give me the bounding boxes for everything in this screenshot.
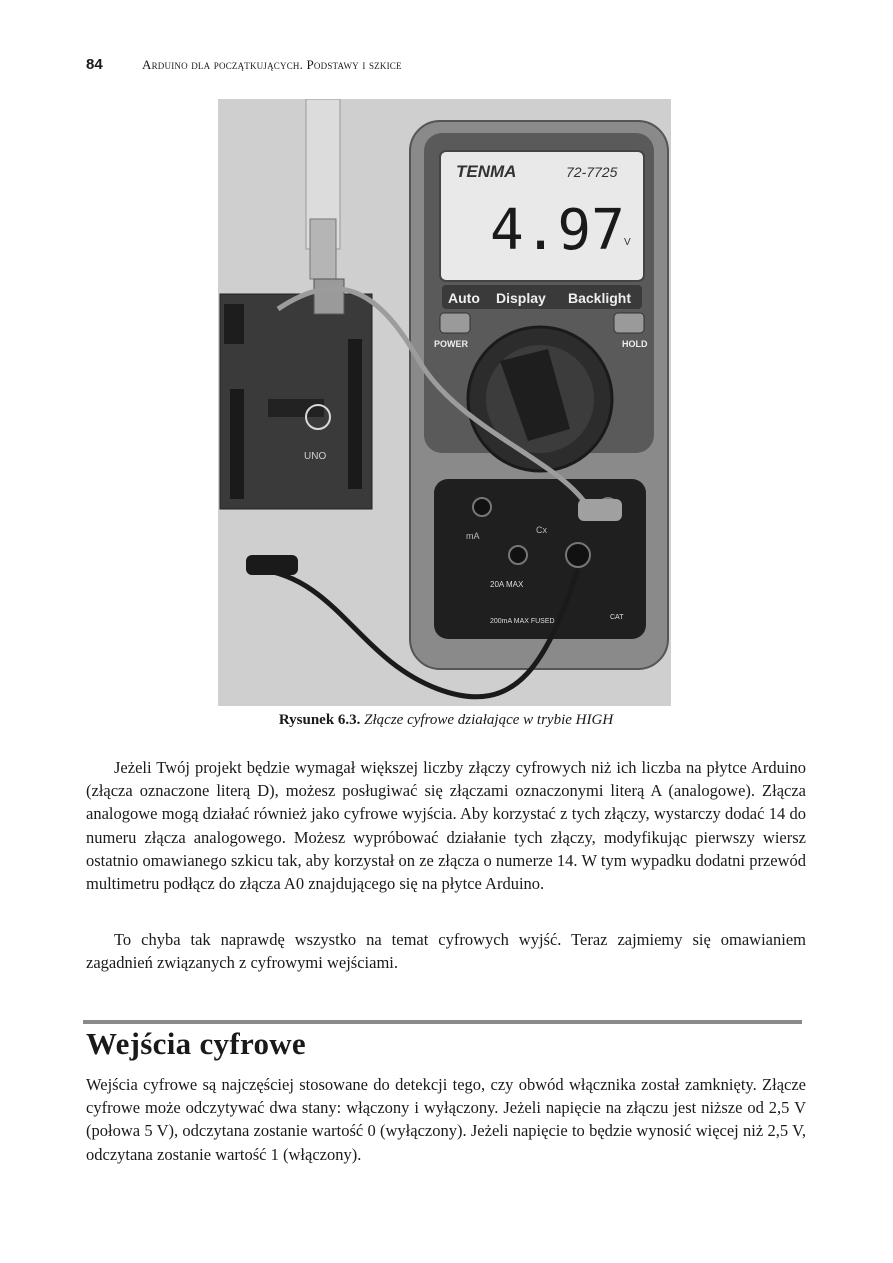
multimeter-brand: TENMA (456, 162, 517, 181)
jack-label-cx: Cx (536, 525, 547, 535)
multimeter-model: 72-7725 (566, 164, 618, 180)
power-label: POWER (434, 339, 469, 349)
running-title: Arduino dla początkujących. Podstawy i szkice (142, 57, 402, 72)
display-reading: 4.97 (490, 198, 625, 263)
board-logo: UNO (304, 451, 327, 462)
auto-button-label: Auto (448, 290, 480, 306)
display-unit: V (624, 237, 631, 248)
figure-caption (86, 712, 806, 729)
jack-label-20a: 20A MAX (490, 580, 524, 589)
caption-text: Złącze cyfrowe działające w trybie HIGH (364, 712, 614, 728)
backlight-button-label: Backlight (568, 290, 632, 306)
paragraph-3: Wejścia cyfrowe są najczęściej stosowane do detekcji tego, czy obwód włącznika został zamknięty. Złącze cyfrowe może odczytywać dwa stany: włączony i wyłączony. Jeżeli napięcie na złączu jest niższe od 2,5 V (połowa 5 V), odczytana zostanie wartość 0 (wyłączony). Jeżeli napięcie to będzie wynosić więcej niż 2,5 V, odczytana zostanie wartość 1 (włączony). (86, 1075, 806, 1164)
page-header (86, 56, 806, 78)
arduino-board (220, 279, 372, 509)
jack-label-ma: mA (466, 531, 480, 541)
hold-label: HOLD (622, 339, 648, 349)
jack-label-cat: CAT (610, 614, 624, 621)
multimeter-photo (218, 99, 671, 706)
caption-label: Rysunek 6.3. (278, 712, 361, 728)
paragraph-1: Jeżeli Twój projekt będzie wymagał większej liczby złączy cyfrowych niż ich liczba na płytce Arduino (złącza oznaczone literą D), możesz posługiwać się złączami oznaczonymi literą A (analogowe). Złącza analogowe mogą działać również jako cyfrowe wyjścia. Aby korzystać z tych złączy, wystarczy dodać 14 do numeru złącza analogowego. Możesz wypróbować działanie tych złączy, modyfikując pierwszy wiersz ostatnio omawianego szkicu tak, aby korzystał on ze złącza o numerze 14. W tym wypadku dodatni przewód multimetru podłącz do złącza A0 znajdującego się na płytce Arduino. (86, 758, 806, 894)
figure-photo (218, 99, 671, 706)
section-title: Wejścia cyfrowe (86, 1026, 306, 1061)
section-divider (83, 1020, 802, 1024)
page-number: 84 (86, 56, 103, 73)
jack-label-fused: 200mA MAX FUSED (490, 618, 555, 625)
display-button-label: Display (496, 290, 546, 306)
paragraph-2: To chyba tak naprawdę wszystko na temat cyfrowych wyjść. Teraz zajmiemy się omawianiem zagadnień związanych z cyfrowymi wejściami. (86, 930, 806, 973)
